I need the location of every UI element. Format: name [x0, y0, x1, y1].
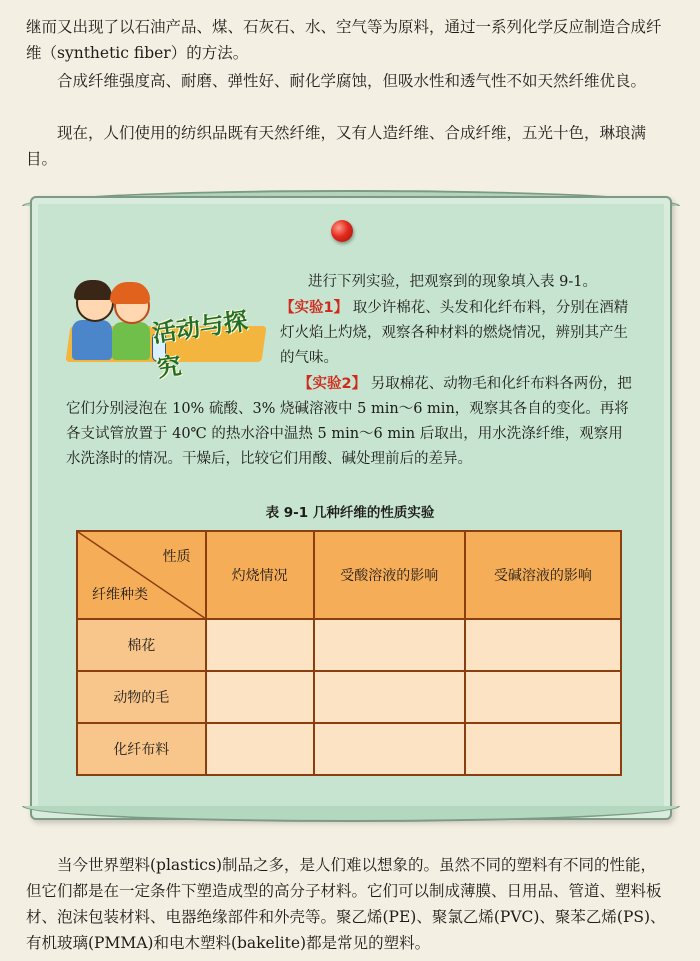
experiment-1-text: 取少许棉花、头发和化纤布料，分别在酒精灯火焰上灼烧，观察各种材料的燃烧情况，辨别其产生的气味。: [280, 300, 629, 366]
experiment-1-tag: 【实验1】: [280, 300, 349, 316]
table-cell[interactable]: [206, 671, 314, 723]
table-corner-cell: [77, 531, 206, 619]
table-cell[interactable]: [206, 723, 314, 775]
student-hair-2: [110, 282, 150, 304]
table-row: [77, 619, 621, 671]
student-hair-1: [74, 280, 112, 300]
intro-paragraph-2: 合成纤维强度高、耐磨、弹性好、耐化学腐蚀，但吸水性和透气性不如天然纤维优良。: [57, 72, 647, 90]
intro-paragraph-3: 现在，人们使用的纺织品既有天然纤维，又有人造纤维、合成纤维，五光十色，琳琅满目。: [26, 124, 647, 168]
intro-paragraph-1: 继而又出现了以石油产品、煤、石灰石、水、空气等为原料，通过一系列化学反应制造合成纤维（synthetic fiber）的方法。: [26, 18, 662, 62]
table-row: [77, 671, 621, 723]
row-label-cotton: 棉花: [77, 619, 206, 671]
table-cell[interactable]: [465, 723, 621, 775]
plastics-paragraph: 当今世界塑料(plastics)制品之多，是人们难以想象的。虽然不同的塑料有不同的性能，但它们都是在一定条件下塑造成型的高分子材料。它们可以制成薄膜、日用品、管道、塑料板材、泡沫包装材料、电器绝缘部件和外壳等。聚乙烯(PE)、聚氯乙烯(PVC)、聚苯乙烯(PS)、有机玻璃(PMMA)和电木塑料(bakelite)都是常见的塑料。: [26, 856, 666, 952]
row-label-animal-hair: 动物的毛: [77, 671, 206, 723]
table-cell[interactable]: [314, 723, 465, 775]
column-header-burning: 灼烧情况: [206, 531, 314, 619]
row-label-synthetic-fabric: 化纤布料: [77, 723, 206, 775]
corner-label-property: 性质: [162, 549, 191, 565]
fiber-properties-table: [76, 530, 622, 776]
column-header-alkali: 受碱溶液的影响: [465, 531, 621, 619]
column-header-acid: 受酸溶液的影响: [314, 531, 465, 619]
corner-label-fiber-type: 纤维种类: [92, 587, 148, 603]
badge-label: 活动与探究: [150, 306, 250, 383]
experiment-1: [280, 296, 635, 371]
student-illustration-2: [112, 322, 150, 360]
student-illustration-1: [72, 320, 112, 360]
table-title: 表 9-1 几种纤维的性质实验: [265, 505, 435, 521]
table-cell[interactable]: [465, 619, 621, 671]
experiment-2: [66, 372, 636, 472]
table-row: [77, 723, 621, 775]
activity-badge: [68, 280, 268, 383]
table-cell[interactable]: [465, 671, 621, 723]
table-cell[interactable]: [314, 671, 465, 723]
pushpin-icon: [331, 220, 353, 242]
experiment-2-tag: 【实验2】: [298, 376, 367, 392]
experiment-2-text: 另取棉花、动物毛和化纤布料各两份，把它们分别浸泡在 10% 硫酸、3% 烧碱溶液中 5 min～6 min，观察其各自的变化。再将各支试管放置于 40℃ 的热水浴中温热 5 min～6 min 后取出，用水洗涤纤维，观察用水洗涤时的情况。干燥后，比较它们用酸、碱处理前后的差异。: [66, 376, 632, 467]
table-cell[interactable]: [314, 619, 465, 671]
activity-lead: 进行下列实验，把观察到的现象填入表 9-1。: [308, 274, 597, 290]
table-cell[interactable]: [206, 619, 314, 671]
table-header-row: [77, 531, 621, 619]
corner-diagonal-line: [78, 532, 205, 618]
